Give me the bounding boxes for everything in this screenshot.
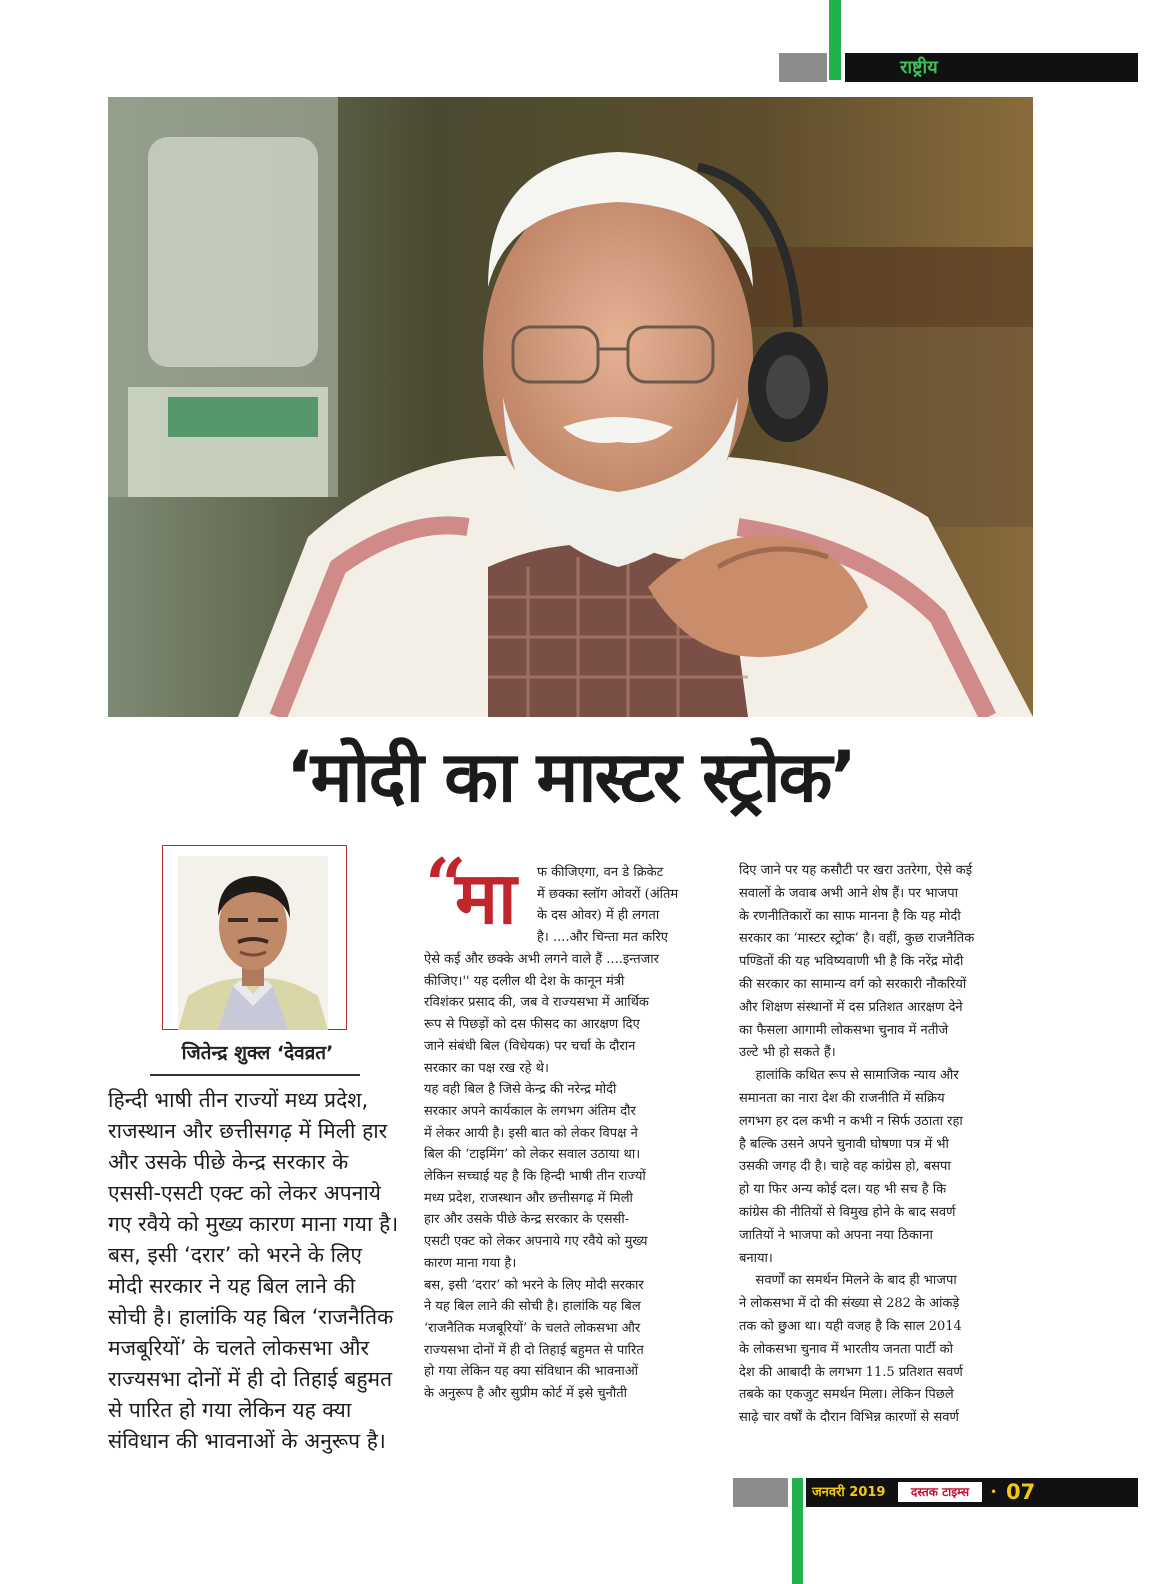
body-line: का फैसला आगामी लोकसभा चुनाव में नतीजे bbox=[739, 1022, 949, 1038]
magazine-logo: दस्तक टाइम्स bbox=[898, 1482, 982, 1502]
drop-cap: मा bbox=[455, 856, 517, 940]
lead-line: सोची है। हालांकि यह बिल ‘राजनैतिक bbox=[108, 1305, 394, 1329]
page-number: 07 bbox=[1006, 1480, 1036, 1504]
body-line: हो या फिर अन्य कोई दल। यह भी सच है कि bbox=[739, 1182, 947, 1198]
main-photo-illustration bbox=[108, 97, 1033, 717]
body-line: हो गया लेकिन यह क्या संविधान की भावनाओं bbox=[424, 1364, 639, 1380]
lead-line: हिन्दी भाषी तीन राज्यों मध्य प्रदेश, bbox=[108, 1088, 369, 1112]
body-line: रविशंकर प्रसाद की, जब वे राज्यसभा में आर्थिक bbox=[424, 995, 649, 1011]
body-line: सरकार का पक्ष रख रहे थे। bbox=[424, 1060, 549, 1076]
lead-line: मोदी सरकार ने यह बिल लाने की bbox=[108, 1274, 356, 1298]
body-line: बिल की ‘टाइमिंग’ को लेकर सवाल उठाया था। bbox=[424, 1147, 641, 1163]
body-line: में लेकर आयी है। इसी बात को लेकर विपक्ष ने bbox=[424, 1125, 638, 1141]
body-line: तक को छुआ था। यही वजह है कि साल 2014 bbox=[739, 1318, 962, 1334]
section-label: राष्ट्रीय bbox=[900, 57, 938, 78]
body-line: राज्यसभा दोनों में ही दो तिहाई बहुमत से पारित bbox=[424, 1342, 644, 1358]
body-line: के लोकसभा चुनाव में भारतीय जनता पार्टी को bbox=[739, 1341, 954, 1357]
author-divider bbox=[150, 1074, 360, 1076]
body-line: बस, इसी ‘दरार’ को भरने के लिए मोदी सरकार bbox=[424, 1277, 644, 1293]
body-line: उल्टे भी हो सकते हैं। bbox=[739, 1045, 836, 1061]
body-line: उसकी जगह दी है। चाहे वह कांग्रेस हो, बसपा bbox=[739, 1159, 951, 1175]
body-line: की सरकार का सामान्य वर्ग को सरकारी नौकरियों bbox=[739, 976, 967, 992]
lead-line: मजबूरियों’ के चलते लोकसभा और bbox=[108, 1336, 370, 1360]
column-3-body bbox=[739, 860, 1034, 1430]
footer-grey-block bbox=[733, 1478, 788, 1507]
body-line: है। ....और चिन्ता मत करिए bbox=[537, 930, 668, 946]
body-line: कांग्रेस की नीतियों से विमुख होने के बाद सवर्ण bbox=[739, 1204, 956, 1220]
lead-line: गए रवैये को मुख्य कारण माना गया है। bbox=[108, 1212, 399, 1236]
body-line: ऐसे कई और छक्के अभी लगने वाले हैं ....इन्तजार bbox=[424, 952, 659, 967]
lead-line: राज्यसभा दोनों में ही दो तिहाई बहुमत bbox=[108, 1367, 393, 1391]
header-accent-bar bbox=[829, 0, 841, 80]
column-2-intro bbox=[537, 862, 715, 949]
footer-separator: • bbox=[990, 1485, 998, 1499]
body-line: सरकार का ‘मास्टर स्ट्रोक’ है। वहीं, कुछ राजनैतिक bbox=[739, 931, 975, 947]
body-line: कारण माना गया है। bbox=[424, 1255, 517, 1271]
body-line: फ कीजिएगा, वन डे क्रिकेट bbox=[537, 865, 664, 880]
body-line: बनाया। bbox=[739, 1250, 773, 1266]
body-line: रूप से पिछड़ों को दस फीसद का आरक्षण दिए bbox=[424, 1017, 640, 1033]
footer-accent-bar bbox=[792, 1478, 803, 1584]
body-line: साढ़े चार वर्षों के दौरान विभिन्न कारणों से सवर्ण bbox=[739, 1410, 959, 1426]
lead-line: संविधान की भावनाओं के अनुरूप है। bbox=[108, 1429, 386, 1453]
body-line: सरकार अपने कार्यकाल के लगभग अंतिम दौर bbox=[424, 1103, 636, 1119]
body-line: यह वही बिल है जिसे केन्द्र की नरेन्द्र मोदी bbox=[424, 1082, 617, 1098]
body-line: पण्डितों की यह भविष्यवाणी भी है कि नरेंद्र मोदी bbox=[739, 954, 964, 970]
body-line: के अनुरूप है और सुप्रीम कोर्ट में इसे चुनौती bbox=[424, 1386, 627, 1402]
lead-summary bbox=[108, 1085, 408, 1457]
issue-date: जनवरी 2019 bbox=[812, 1485, 886, 1500]
lead-line: राजस्थान और छत्तीसगढ़ में मिली हार bbox=[108, 1119, 388, 1143]
body-line: मध्य प्रदेश, राजस्थान और छत्तीसगढ़ में मिली bbox=[424, 1190, 633, 1206]
header-grey-block bbox=[779, 53, 827, 82]
body-line: एसटी एक्ट को लेकर अपनाये गए रवैये को मुख्य bbox=[424, 1234, 648, 1250]
body-line: कीजिए।'' यह दलील थी देश के कानून मंत्री bbox=[424, 973, 625, 989]
body-line: दिए जाने पर यह कसौटी पर खरा उतरेगा, ऐसे कई bbox=[739, 863, 973, 878]
body-line: सवालों के जवाब अभी आने शेष हैं। पर भाजपा bbox=[739, 885, 958, 901]
body-line: जाने संबंधी बिल (विधेयक) पर चर्चा के दौरान bbox=[424, 1038, 636, 1054]
author-photo bbox=[178, 856, 328, 1030]
body-line: देश की आबादी के लगभग 11.5 प्रतिशत सवर्ण bbox=[739, 1364, 963, 1380]
body-line: ने यह बिल लाने की सोची है। हालांकि यह बिल bbox=[424, 1299, 641, 1315]
lead-line: से पारित हो गया लेकिन यह क्या bbox=[108, 1398, 352, 1422]
body-line: के दस ओवर) में ही लगता bbox=[537, 908, 660, 924]
body-line: लगभग हर दल कभी न कभी न सिर्फ उठाता रहा bbox=[739, 1113, 963, 1129]
lead-line: एससी-एसटी एक्ट को लेकर अपनाये bbox=[108, 1181, 381, 1205]
body-line: के रणनीतिकारों का साफ मानना है कि यह मोदी bbox=[739, 908, 961, 924]
author-name: जितेन्द्र शुक्ल ‘देवव्रत’ bbox=[181, 1042, 334, 1064]
body-line: तबके का एकजुट समर्थन मिला। लेकिन पिछले bbox=[739, 1387, 954, 1403]
author-photo-illustration bbox=[178, 856, 328, 1030]
body-line: में छक्का स्लॉग ओवरों (अंतिम bbox=[537, 886, 679, 902]
body-line: ने लोकसभा में दो की संख्या से 282 के आंकड़े bbox=[739, 1296, 960, 1312]
body-line: ‘राजनैतिक मजबूरियों’ के चलते लोकसभा और bbox=[424, 1320, 641, 1336]
column-2-body bbox=[424, 949, 716, 1405]
body-line: है बल्कि उसने अपने चुनावी घोषणा पत्र में भी bbox=[739, 1136, 949, 1152]
lead-line: और उसके पीछे केन्द्र सरकार के bbox=[108, 1150, 349, 1174]
body-line: समानता का नारा देश की राजनीति में सक्रिय bbox=[739, 1090, 945, 1106]
headline: ‘मोदी का मास्टर स्ट्रोक’ bbox=[285, 736, 855, 818]
body-line: लेकिन सच्चाई यह है कि हिन्दी भाषी तीन राज्यों bbox=[424, 1169, 646, 1185]
body-line: सवर्णों का समर्थन मिलने के बाद ही भाजपा bbox=[739, 1273, 957, 1289]
body-line: और शिक्षण संस्थानों में दस प्रतिशत आरक्षण देने bbox=[739, 999, 963, 1015]
body-line: हार और उसके पीछे केन्द्र सरकार के एससी- bbox=[424, 1212, 630, 1228]
lead-line: बस, इसी ‘दरार’ को भरने के लिए bbox=[108, 1243, 362, 1267]
body-line: हालांकि कथित रूप से सामाजिक न्याय और bbox=[739, 1068, 959, 1084]
main-photo bbox=[108, 97, 1033, 717]
body-line: जातियों ने भाजपा को अपना नया ठिकाना bbox=[739, 1227, 933, 1243]
drop-quote-mark: “ bbox=[425, 842, 467, 927]
